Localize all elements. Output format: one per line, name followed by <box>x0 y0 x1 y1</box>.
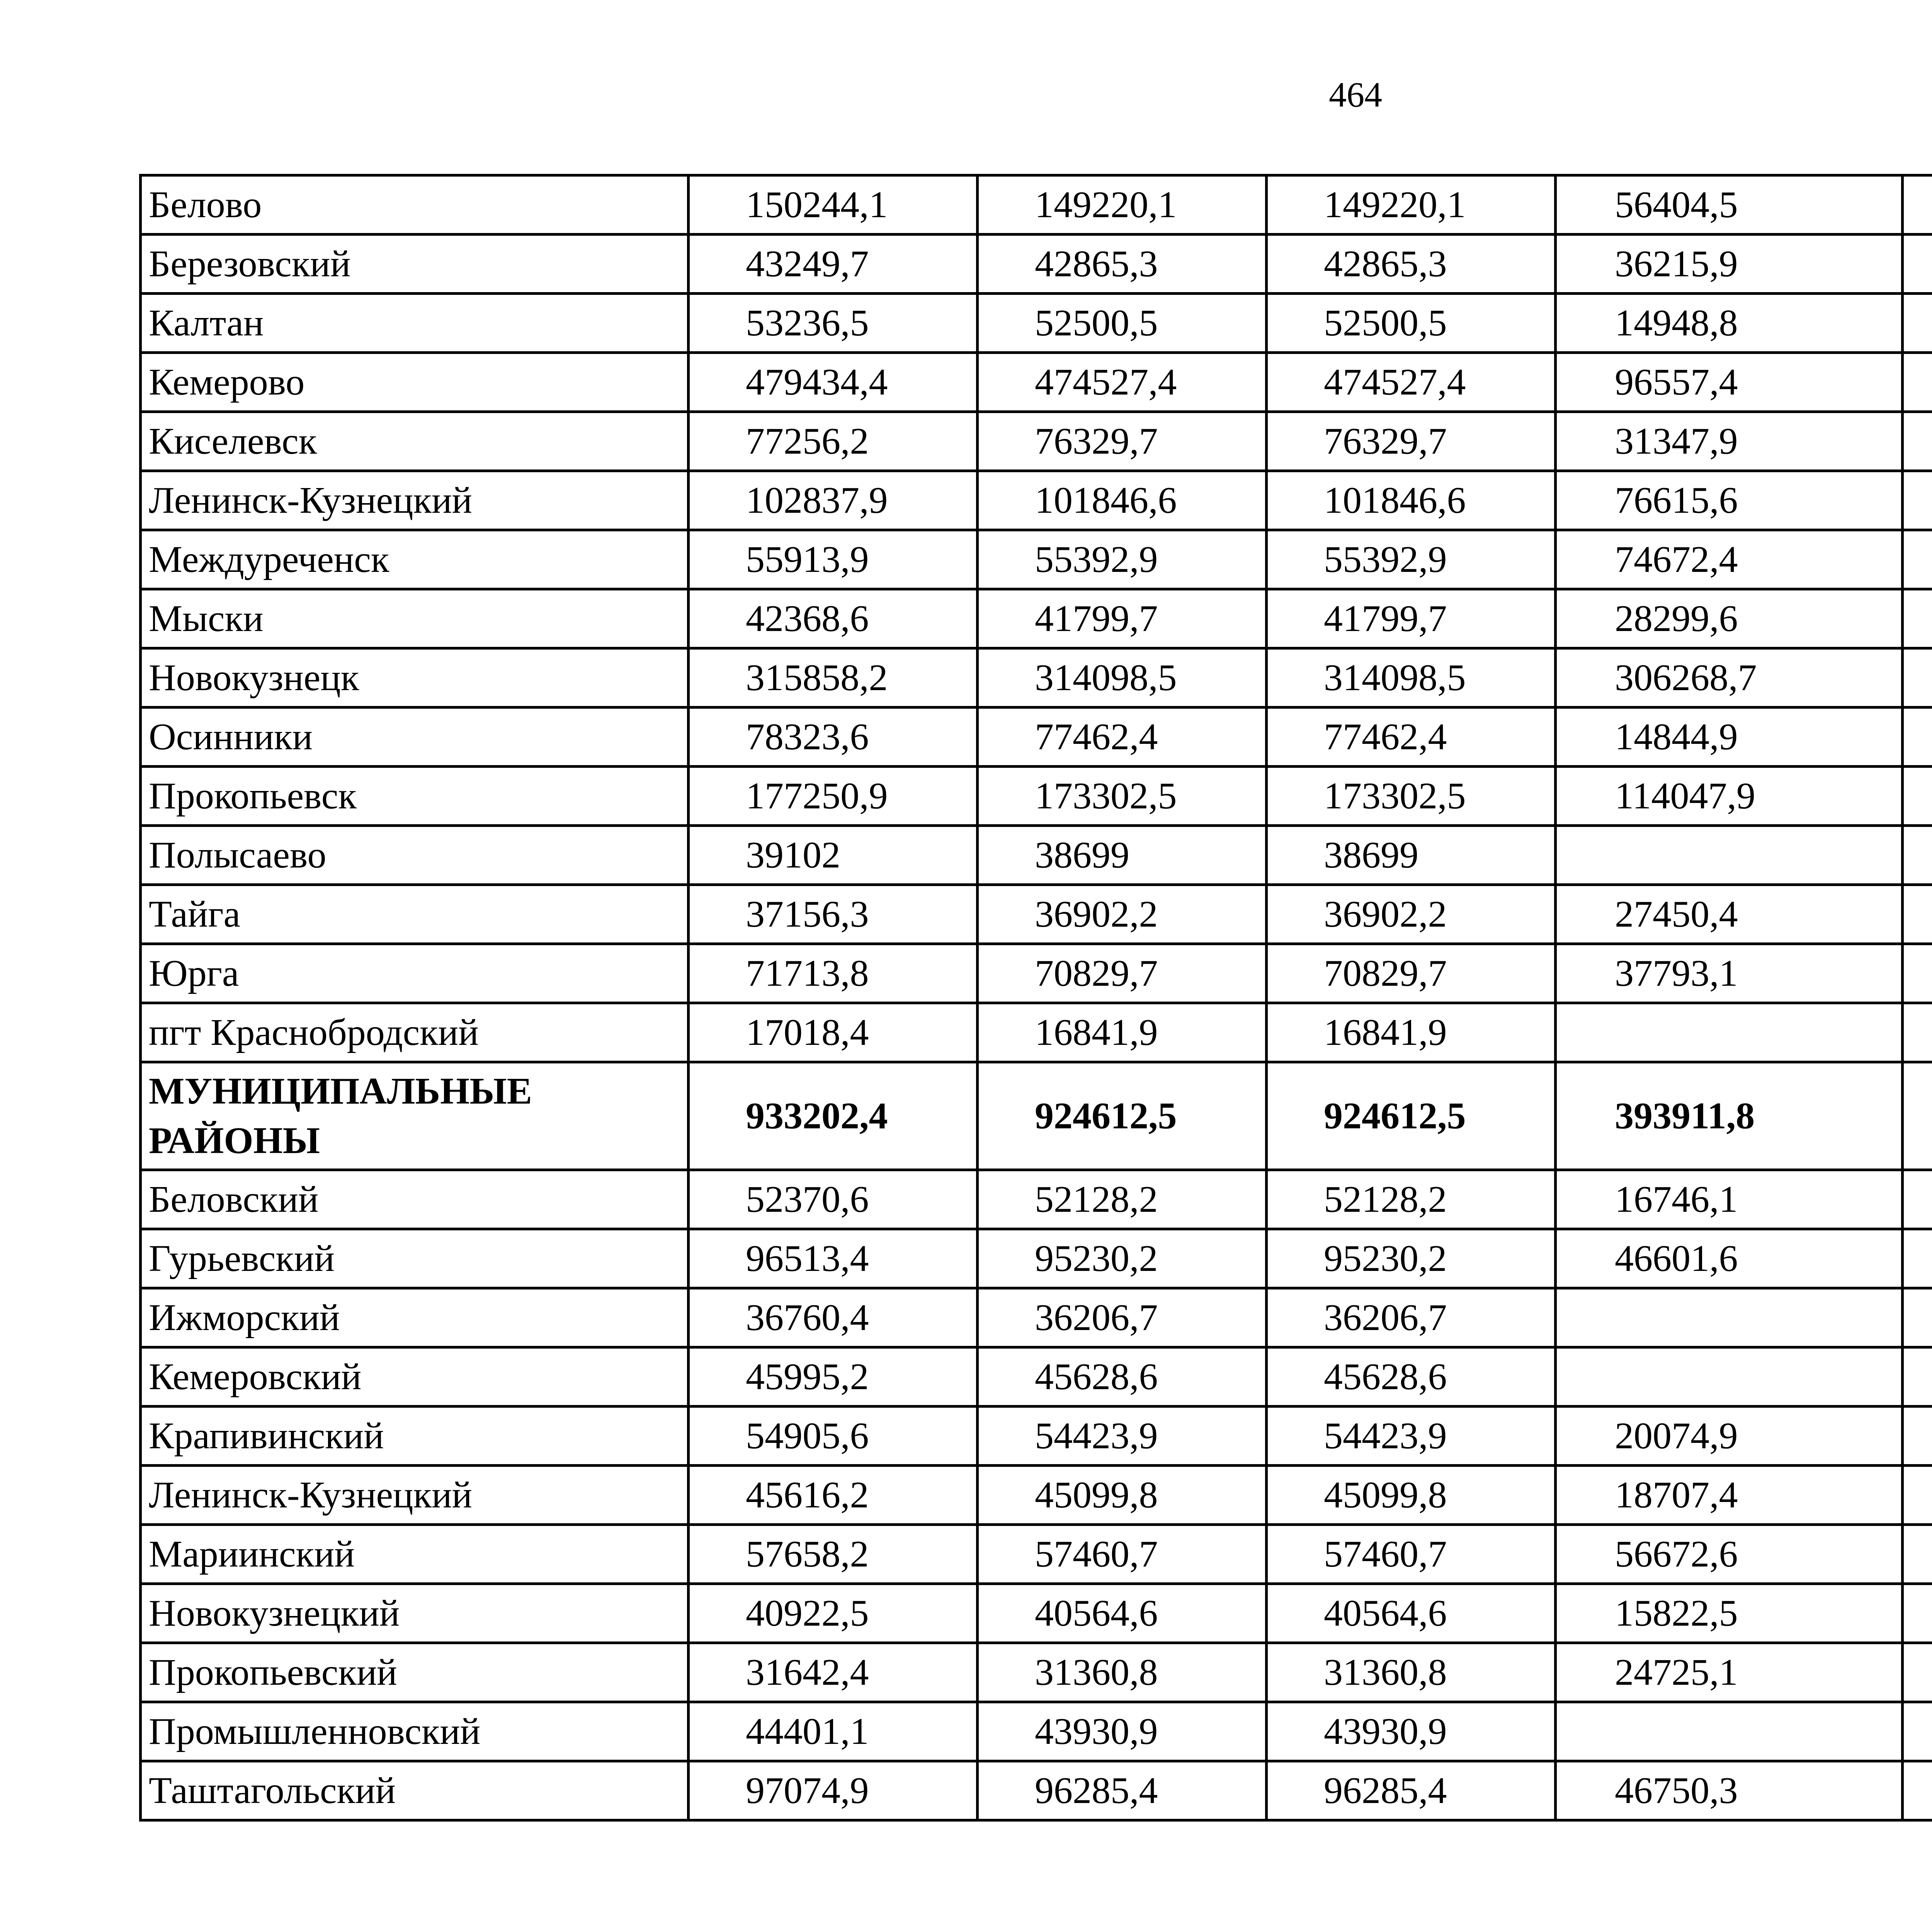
value-cell: 45099,8 <box>1267 1466 1556 1525</box>
row-label-cell: Мыски <box>141 589 689 648</box>
budget-table <box>139 174 1932 1822</box>
row-label-cell: Прокопьевский <box>141 1643 689 1702</box>
value-cell <box>1903 1702 1932 1761</box>
table-row <box>141 708 1932 767</box>
row-label-cell: Осинники <box>141 708 689 767</box>
value-cell <box>1903 1407 1932 1466</box>
value-cell: 31360,8 <box>978 1643 1267 1702</box>
value-cell: 77462,4 <box>1267 708 1556 767</box>
value-cell: 101846,6 <box>978 471 1267 530</box>
value-cell: 31360,8 <box>1267 1643 1556 1702</box>
table-row <box>141 826 1932 885</box>
value-cell: 149220,1 <box>978 175 1267 235</box>
value-cell: 56672,6 <box>1556 1525 1903 1584</box>
value-cell <box>1903 175 1932 235</box>
row-label-cell: Калтан <box>141 294 689 353</box>
row-label-cell: Прокопьевск <box>141 767 689 826</box>
value-cell: 24725,1 <box>1556 1643 1903 1702</box>
value-cell: 27450,4 <box>1556 885 1903 944</box>
value-cell: 149220,1 <box>1267 175 1556 235</box>
value-cell: 45628,6 <box>1267 1347 1556 1407</box>
value-cell: 101846,6 <box>1267 471 1556 530</box>
value-cell <box>1556 1003 1903 1062</box>
value-cell: 57460,7 <box>1267 1525 1556 1584</box>
table-row <box>141 1466 1932 1525</box>
row-label-cell: Ижморский <box>141 1288 689 1347</box>
value-cell: 173302,5 <box>1267 767 1556 826</box>
value-cell <box>1903 767 1932 826</box>
row-label-cell: Полысаево <box>141 826 689 885</box>
row-label-cell: Киселевск <box>141 412 689 471</box>
value-cell: 45628,6 <box>978 1347 1267 1407</box>
value-cell: 46750,3 <box>1556 1761 1903 1820</box>
value-cell: 43249,7 <box>689 235 978 294</box>
value-cell: 76329,7 <box>1267 412 1556 471</box>
value-cell: 37156,3 <box>689 885 978 944</box>
value-cell: 924612,5 <box>1267 1062 1556 1170</box>
table-row <box>141 1702 1932 1761</box>
table-row <box>141 1643 1932 1702</box>
value-cell: 95230,2 <box>1267 1229 1556 1288</box>
value-cell <box>1903 471 1932 530</box>
value-cell: 173302,5 <box>978 767 1267 826</box>
table-row <box>141 235 1932 294</box>
value-cell: 70829,7 <box>978 944 1267 1003</box>
value-cell: 57658,2 <box>689 1525 978 1584</box>
value-cell: 56404,5 <box>1556 175 1903 235</box>
value-cell: 315858,2 <box>689 648 978 708</box>
value-cell: 474527,4 <box>1267 353 1556 412</box>
value-cell: 20074,9 <box>1556 1407 1903 1466</box>
page-number: 464 <box>1329 75 1382 114</box>
value-cell <box>1903 944 1932 1003</box>
value-cell <box>1903 412 1932 471</box>
value-cell <box>1903 1525 1932 1584</box>
value-cell <box>1903 1288 1932 1347</box>
value-cell: 38699 <box>978 826 1267 885</box>
value-cell: 43930,9 <box>1267 1702 1556 1761</box>
table-row <box>141 1062 1932 1170</box>
value-cell: 76615,6 <box>1556 471 1903 530</box>
value-cell: 54423,9 <box>978 1407 1267 1466</box>
value-cell: 924612,5 <box>978 1062 1267 1170</box>
value-cell <box>1903 1643 1932 1702</box>
value-cell: 45099,8 <box>978 1466 1267 1525</box>
value-cell: 45995,2 <box>689 1347 978 1407</box>
value-cell <box>1903 1347 1932 1407</box>
row-label-cell: Ленинск-Кузнецкий <box>141 1466 689 1525</box>
value-cell: 41799,7 <box>1267 589 1556 648</box>
value-cell: 37793,1 <box>1556 944 1903 1003</box>
value-cell: 28299,6 <box>1556 589 1903 648</box>
value-cell: 16746,1 <box>1556 1170 1903 1229</box>
value-cell: 102837,9 <box>689 471 978 530</box>
table-row <box>141 767 1932 826</box>
value-cell: 42865,3 <box>978 235 1267 294</box>
row-label-cell: Таштагольский <box>141 1761 689 1820</box>
value-cell <box>1903 885 1932 944</box>
value-cell: 306268,7 <box>1556 648 1903 708</box>
value-cell <box>1903 648 1932 708</box>
row-label-cell: Гурьевский <box>141 1229 689 1288</box>
value-cell: 314098,5 <box>1267 648 1556 708</box>
value-cell <box>1556 1702 1903 1761</box>
row-label-cell: МУНИЦИПАЛЬНЫЕ РАЙОНЫ <box>141 1062 689 1170</box>
row-label-cell: Промышленновский <box>141 1702 689 1761</box>
value-cell: 393911,8 <box>1556 1062 1903 1170</box>
value-cell <box>1903 353 1932 412</box>
value-cell: 45616,2 <box>689 1466 978 1525</box>
value-cell: 36206,7 <box>978 1288 1267 1347</box>
value-cell: 52500,5 <box>1267 294 1556 353</box>
row-label-cell: Новокузнецкий <box>141 1584 689 1643</box>
value-cell: 15822,5 <box>1556 1584 1903 1643</box>
table-row <box>141 648 1932 708</box>
value-cell: 31347,9 <box>1556 412 1903 471</box>
value-cell <box>1903 1466 1932 1525</box>
value-cell: 96285,4 <box>1267 1761 1556 1820</box>
table-row <box>141 1288 1932 1347</box>
value-cell: 314098,5 <box>978 648 1267 708</box>
value-cell: 55392,9 <box>1267 530 1556 589</box>
value-cell: 36902,2 <box>978 885 1267 944</box>
value-cell: 16841,9 <box>978 1003 1267 1062</box>
value-cell <box>1903 1170 1932 1229</box>
table-row <box>141 471 1932 530</box>
value-cell: 77256,2 <box>689 412 978 471</box>
row-label-cell: пгт Краснобродский <box>141 1003 689 1062</box>
value-cell: 40564,6 <box>978 1584 1267 1643</box>
table-row <box>141 1584 1932 1643</box>
value-cell <box>1903 235 1932 294</box>
value-cell: 52128,2 <box>978 1170 1267 1229</box>
table-row <box>141 294 1932 353</box>
row-label-cell: Белово <box>141 175 689 235</box>
value-cell: 933202,4 <box>689 1062 978 1170</box>
value-cell: 57460,7 <box>978 1525 1267 1584</box>
table-row <box>141 1170 1932 1229</box>
table-row <box>141 1229 1932 1288</box>
value-cell: 71713,8 <box>689 944 978 1003</box>
row-label-cell: Междуреченск <box>141 530 689 589</box>
value-cell <box>1903 1584 1932 1643</box>
value-cell: 70829,7 <box>1267 944 1556 1003</box>
table-row <box>141 353 1932 412</box>
value-cell: 52128,2 <box>1267 1170 1556 1229</box>
value-cell: 17018,4 <box>689 1003 978 1062</box>
value-cell: 55392,9 <box>978 530 1267 589</box>
table-row <box>141 175 1932 235</box>
value-cell: 54423,9 <box>1267 1407 1556 1466</box>
value-cell: 36902,2 <box>1267 885 1556 944</box>
row-label-cell: Ленинск-Кузнецкий <box>141 471 689 530</box>
value-cell: 54905,6 <box>689 1407 978 1466</box>
value-cell: 78323,6 <box>689 708 978 767</box>
value-cell: 39102 <box>689 826 978 885</box>
table-row <box>141 1407 1932 1466</box>
value-cell: 74672,4 <box>1556 530 1903 589</box>
value-cell <box>1556 1288 1903 1347</box>
table-body <box>141 175 1932 1820</box>
value-cell <box>1903 708 1932 767</box>
value-cell <box>1903 589 1932 648</box>
value-cell: 76329,7 <box>978 412 1267 471</box>
value-cell <box>1903 294 1932 353</box>
value-cell: 14844,9 <box>1556 708 1903 767</box>
row-label-cell: Березовский <box>141 235 689 294</box>
value-cell: 40564,6 <box>1267 1584 1556 1643</box>
value-cell <box>1903 1062 1932 1170</box>
value-cell: 55913,9 <box>689 530 978 589</box>
row-label-cell: Кемеровский <box>141 1347 689 1407</box>
table-row <box>141 1761 1932 1820</box>
value-cell: 95230,2 <box>978 1229 1267 1288</box>
value-cell: 177250,9 <box>689 767 978 826</box>
value-cell: 18707,4 <box>1556 1466 1903 1525</box>
value-cell <box>1903 1761 1932 1820</box>
row-label-cell: Новокузнецк <box>141 648 689 708</box>
value-cell: 36760,4 <box>689 1288 978 1347</box>
value-cell: 114047,9 <box>1556 767 1903 826</box>
value-cell: 96557,4 <box>1556 353 1903 412</box>
value-cell: 43930,9 <box>978 1702 1267 1761</box>
value-cell: 96285,4 <box>978 1761 1267 1820</box>
value-cell: 38699 <box>1267 826 1556 885</box>
row-label-cell: Мариинский <box>141 1525 689 1584</box>
table-row <box>141 944 1932 1003</box>
value-cell: 150244,1 <box>689 175 978 235</box>
value-cell <box>1556 826 1903 885</box>
value-cell: 96513,4 <box>689 1229 978 1288</box>
value-cell: 52370,6 <box>689 1170 978 1229</box>
value-cell: 42865,3 <box>1267 235 1556 294</box>
value-cell <box>1556 1347 1903 1407</box>
table-row <box>141 1347 1932 1407</box>
value-cell <box>1903 1003 1932 1062</box>
value-cell: 40922,5 <box>689 1584 978 1643</box>
value-cell: 77462,4 <box>978 708 1267 767</box>
value-cell: 97074,9 <box>689 1761 978 1820</box>
value-cell: 14948,8 <box>1556 294 1903 353</box>
value-cell: 42368,6 <box>689 589 978 648</box>
value-cell: 31642,4 <box>689 1643 978 1702</box>
row-label-cell: Беловский <box>141 1170 689 1229</box>
row-label-cell: Юрга <box>141 944 689 1003</box>
row-label-cell: Кемерово <box>141 353 689 412</box>
table-row <box>141 412 1932 471</box>
table-row <box>141 1003 1932 1062</box>
table-row <box>141 1525 1932 1584</box>
value-cell: 46601,6 <box>1556 1229 1903 1288</box>
value-cell: 36215,9 <box>1556 235 1903 294</box>
value-cell: 44401,1 <box>689 1702 978 1761</box>
value-cell: 53236,5 <box>689 294 978 353</box>
value-cell: 36206,7 <box>1267 1288 1556 1347</box>
row-label-cell: Тайга <box>141 885 689 944</box>
value-cell: 479434,4 <box>689 353 978 412</box>
value-cell <box>1903 1229 1932 1288</box>
value-cell <box>1903 530 1932 589</box>
table-row <box>141 530 1932 589</box>
row-label-cell: Крапивинский <box>141 1407 689 1466</box>
value-cell: 16841,9 <box>1267 1003 1556 1062</box>
value-cell: 474527,4 <box>978 353 1267 412</box>
table-row <box>141 589 1932 648</box>
value-cell <box>1903 826 1932 885</box>
table-row <box>141 885 1932 944</box>
value-cell: 52500,5 <box>978 294 1267 353</box>
value-cell: 41799,7 <box>978 589 1267 648</box>
